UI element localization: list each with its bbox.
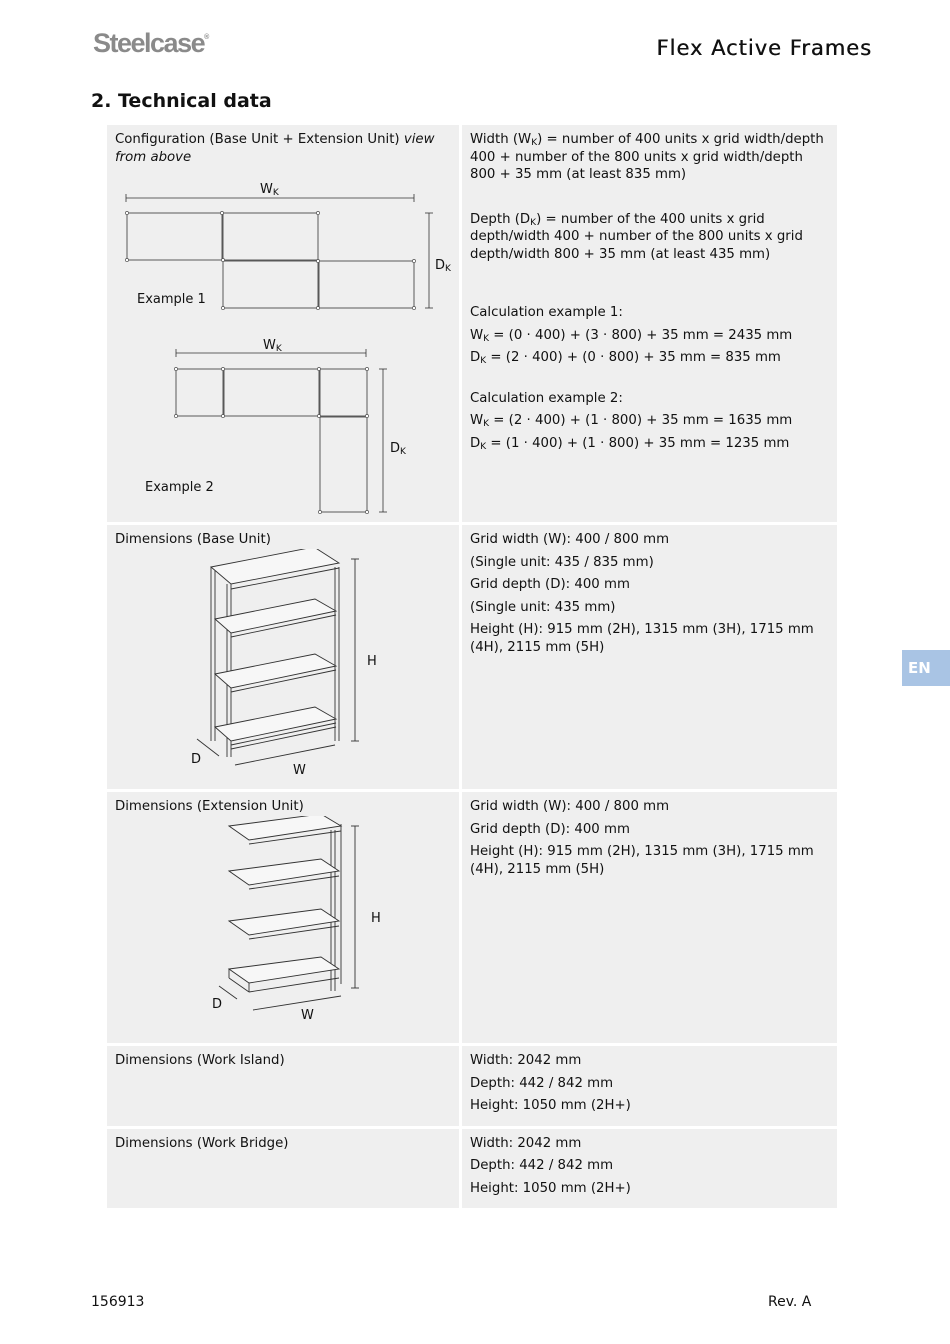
table-row-configuration: [107, 125, 837, 522]
base-d-label: D: [191, 751, 202, 767]
extension-line-1: Grid width (W): 400 / 800 mm: [470, 799, 670, 814]
bridge-line-1: Width: 2042 mm: [470, 1135, 582, 1151]
document-title: Flex Active Frames: [656, 36, 872, 60]
example1-dk-label: DK: [435, 258, 451, 274]
configuration-diagram: [115, 166, 451, 516]
section-heading: [91, 90, 272, 112]
extension-unit-drawing: [115, 816, 451, 1036]
table-row-work-island: [107, 1046, 837, 1126]
extension-w-label: W: [301, 1007, 314, 1023]
bridge-line-3: Height: 1050 mm (2H+): [470, 1180, 631, 1196]
revision-label: Rev. A: [768, 1294, 812, 1310]
configuration-label: Configuration (Base Unit + Extension Unit) view from above: [115, 132, 435, 165]
table-row-base-unit: [107, 525, 837, 789]
extension-h-label: H: [371, 910, 381, 926]
base-h-label: H: [367, 653, 377, 669]
extension-line-3: Height (H): 915 mm (2H), 1315 mm (3H), 1715 mm (4H), 2115 mm (5H): [470, 844, 814, 877]
calc1-width: $W_K = (0 \cdot 400) + (3 \cdot 800) + 35$ mm = 2435 mm: [470, 327, 793, 344]
work-island-text-cell: [462, 1046, 837, 1126]
section-number: 2.: [91, 90, 112, 112]
base-line-5: Height (H): 915 mm (2H), 1315 mm (3H), 1715 mm (4H), 2115 mm (5H): [470, 622, 814, 655]
table-row-work-bridge: [107, 1129, 837, 1209]
extension-unit-label: Dimensions (Extension Unit): [115, 799, 304, 814]
extension-d-label: D: [212, 996, 223, 1012]
base-unit-svg: [115, 549, 451, 779]
work-bridge-text-cell: [462, 1129, 837, 1209]
work-island-label-cell: [107, 1046, 459, 1126]
calc1-depth: $D_K = (2 \cdot 400) + (0 \cdot 800) + 35$ mm = 835 mm: [470, 350, 781, 366]
island-line-1: Width: 2042 mm: [470, 1053, 582, 1068]
example2-caption: Example 2: [145, 480, 214, 495]
calc1-title: Calculation example 1:: [470, 305, 623, 320]
base-line-2: (Single unit: 435 / 835 mm): [470, 554, 654, 570]
base-unit-label: Dimensions (Base Unit): [115, 532, 271, 547]
base-line-4: (Single unit: 435 mm): [470, 599, 616, 615]
base-unit-drawing: [115, 549, 451, 779]
depth-formula: Depth $(D_K)$ = number of the 400 units x grid depth/width 400 + number of the 800 units x grid depth/width 800 + 35 mm (at least 435 mm): [470, 211, 803, 262]
example1-caption: Example 1: [137, 292, 206, 307]
example2-dk-label: DK: [390, 441, 406, 457]
base-line-1: Grid width (W): 400 / 800 mm: [470, 532, 670, 547]
extension-unit-label-cell: [107, 792, 459, 1043]
island-line-2: Depth: 442 / 842 mm: [470, 1075, 614, 1091]
calc2-width: $W_K = (2 \cdot 400) + (1 \cdot 800) + 35$ mm = 1635 mm: [470, 413, 793, 429]
steelcase-logo: Steelcase®: [93, 28, 210, 58]
base-unit-text-cell: [462, 525, 837, 789]
extension-line-2: Grid depth (D): 400 mm: [470, 821, 630, 837]
calc2-depth: $D_K = (1 \cdot 400) + (1 \cdot 800) + 35$ mm = 1235 mm: [470, 435, 790, 452]
example2-wk-label: WK: [263, 338, 282, 354]
base-unit-label-cell: [107, 525, 459, 789]
technical-data-table: [104, 122, 840, 1211]
table-row-extension-unit: [107, 792, 837, 1043]
extension-unit-svg: [115, 816, 451, 1036]
bridge-line-2: Depth: 442 / 842 mm: [470, 1158, 614, 1173]
configuration-plan-svg: [115, 166, 451, 516]
base-line-3: Grid depth (D): 400 mm: [470, 577, 630, 592]
document-number: 156913: [91, 1294, 145, 1310]
width-formula: Width $(W_K)$ = number of 400 units x grid width/depth 400 + number of the 800 units x grid width/depth 800 + 35 mm (at least 835 mm): [470, 132, 824, 182]
work-bridge-label-cell: [107, 1129, 459, 1209]
extension-unit-text-cell: [462, 792, 837, 1043]
language-tab-en[interactable]: EN: [902, 650, 950, 686]
configuration-text-cell: [462, 125, 837, 522]
base-w-label: W: [293, 762, 306, 778]
work-bridge-label: Dimensions (Work Bridge): [115, 1135, 289, 1151]
calc2-title: Calculation example 2:: [470, 390, 623, 406]
example1-wk-label: WK: [260, 182, 279, 198]
configuration-label-cell: [107, 125, 459, 522]
section-title: Technical data: [118, 90, 272, 112]
work-island-label: Dimensions (Work Island): [115, 1053, 285, 1068]
island-line-3: Height: 1050 mm (2H+): [470, 1098, 631, 1113]
